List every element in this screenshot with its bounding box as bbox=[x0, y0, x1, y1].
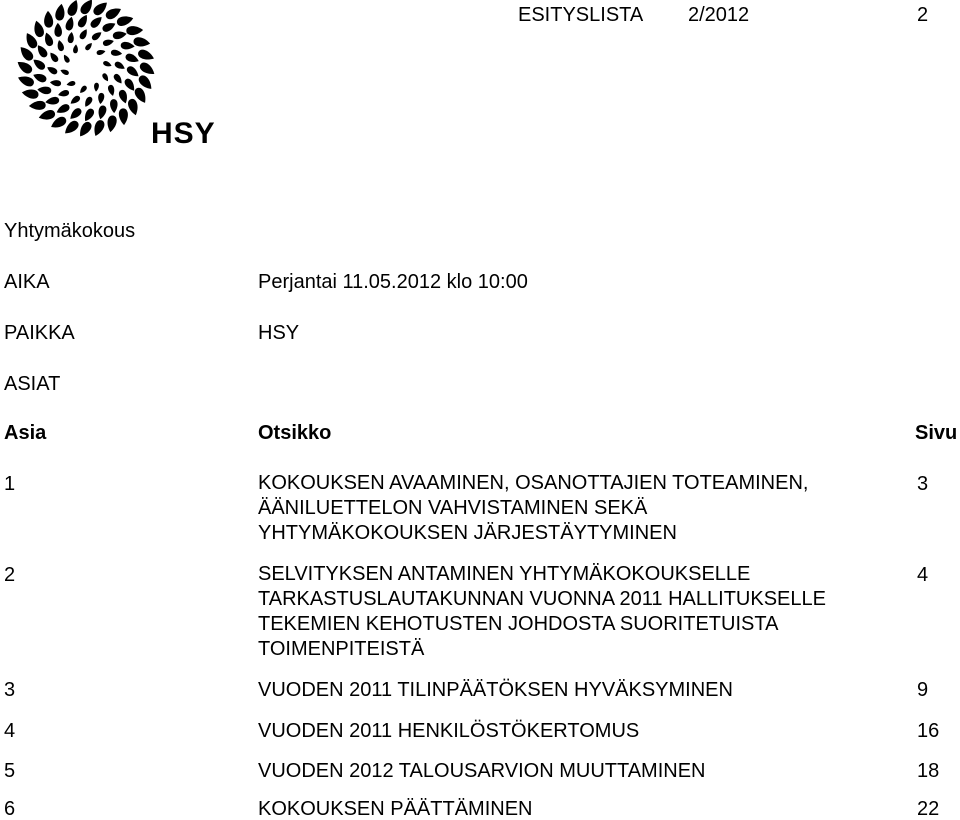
logo-petal bbox=[125, 65, 141, 80]
logo-text: HSY bbox=[151, 117, 216, 150]
agenda-item-page: 22 bbox=[917, 798, 940, 820]
agenda-item-title-line: YHTYMÄKOKOUKSEN JÄRJESTÄYTYMINEN bbox=[258, 522, 677, 544]
logo-petal bbox=[111, 49, 123, 56]
logo-petal bbox=[46, 65, 59, 76]
time-label: AIKA bbox=[4, 271, 50, 293]
logo-petal bbox=[54, 3, 66, 21]
logo-petal bbox=[66, 0, 81, 17]
logo-petal bbox=[102, 38, 114, 47]
logo-petal bbox=[45, 96, 60, 106]
logo-petal bbox=[56, 39, 65, 51]
agenda-item-page: 3 bbox=[917, 473, 929, 495]
logo-petal bbox=[54, 23, 62, 37]
agenda-item-number: 5 bbox=[4, 760, 16, 782]
logo-petal bbox=[96, 49, 106, 56]
logo-petal bbox=[107, 84, 116, 96]
logo-petal bbox=[112, 73, 124, 86]
agenda-item-number: 3 bbox=[4, 679, 16, 701]
logo-petal bbox=[118, 89, 130, 105]
logo-petal bbox=[43, 11, 53, 28]
column-header-page: Sivu bbox=[915, 422, 958, 444]
logo-petal bbox=[69, 94, 82, 106]
agenda-item-page: 18 bbox=[917, 760, 940, 782]
logo-petal bbox=[32, 20, 45, 39]
agenda-item-title: VUODEN 2012 TALOUSARVION MUUTTAMINEN bbox=[258, 760, 706, 782]
logo-petal bbox=[29, 100, 46, 110]
logo-petal bbox=[43, 31, 55, 47]
logo-petal bbox=[73, 44, 79, 53]
agenda-item-title: KOKOUKSEN PÄÄTTÄMINEN bbox=[258, 798, 533, 820]
agenda-item-page: 9 bbox=[917, 679, 929, 701]
logo-petal bbox=[67, 32, 74, 44]
logo-petal bbox=[83, 96, 94, 109]
logo-petal bbox=[31, 57, 47, 72]
logo-petal bbox=[124, 52, 140, 64]
logo-petal bbox=[120, 41, 135, 50]
logo-petal bbox=[137, 48, 156, 63]
agenda-item-title-line: TOIMENPITEISTÄ bbox=[258, 638, 425, 660]
logo-petal bbox=[48, 51, 60, 64]
logo-petal bbox=[101, 72, 110, 82]
agenda-item-number: 2 bbox=[4, 564, 16, 586]
logo-petal bbox=[55, 103, 71, 116]
logo-petal bbox=[106, 115, 118, 133]
logo-petal bbox=[76, 13, 90, 29]
logo-petal bbox=[76, 120, 93, 139]
logo-petal bbox=[118, 108, 128, 125]
logo-petal bbox=[82, 107, 96, 123]
logo-petal bbox=[138, 61, 157, 78]
logo-petal bbox=[16, 73, 35, 88]
logo-petal bbox=[15, 58, 34, 75]
logo-petal bbox=[78, 28, 89, 41]
agenda-item-page: 16 bbox=[917, 720, 940, 742]
logo-petal bbox=[37, 86, 52, 95]
place-value: HSY bbox=[258, 322, 300, 344]
logo-petal bbox=[21, 88, 39, 100]
logo-petal bbox=[68, 107, 83, 122]
column-header-number: Asia bbox=[4, 422, 47, 444]
logo-petal bbox=[84, 41, 94, 51]
agenda-item-page: 4 bbox=[917, 564, 929, 586]
logo-petal bbox=[79, 0, 96, 16]
logo-petal bbox=[126, 25, 143, 35]
logo-petal bbox=[116, 14, 135, 27]
logo-petal bbox=[32, 71, 48, 83]
logo-petal bbox=[66, 80, 76, 87]
logo-petal bbox=[97, 105, 108, 120]
place-label: PAIKKA bbox=[4, 322, 75, 344]
logo-petal bbox=[133, 36, 151, 48]
agenda-item-title-line: TARKASTUSLAUTAKUNNAN VUONNA 2011 HALLITUKSELLE bbox=[258, 588, 826, 610]
logo-petal bbox=[112, 30, 127, 40]
logo-petal bbox=[38, 109, 57, 122]
logo-petal bbox=[110, 99, 118, 113]
agenda-item-title bbox=[258, 562, 826, 662]
agenda-item-number: 1 bbox=[4, 473, 16, 495]
agenda-item-title-line: ÄÄNILUETTELON VAHVISTAMINEN SEKÄ bbox=[258, 497, 648, 519]
document-type: ESITYSLISTA bbox=[518, 4, 644, 26]
agenda-item-title: VUODEN 2011 HENKILÖSTÖKERTOMUS bbox=[258, 720, 640, 742]
logo-petal bbox=[97, 93, 104, 105]
time-value: Perjantai 11.05.2012 klo 10:00 bbox=[258, 271, 528, 293]
column-header-title: Otsikko bbox=[258, 422, 332, 444]
page-number: 2 bbox=[917, 4, 929, 26]
agenda-item-title bbox=[258, 471, 808, 546]
logo-petal bbox=[62, 53, 71, 63]
logo-petal bbox=[65, 16, 76, 31]
logo-petal bbox=[102, 60, 112, 68]
agenda-item-title: VUODEN 2011 TILINPÄÄTÖKSEN HYVÄKSYMINEN bbox=[258, 679, 733, 701]
logo-petal bbox=[127, 98, 140, 117]
document-number: 2/2012 bbox=[688, 4, 750, 26]
agenda-item-title-line: TEKEMIEN KEHOTUSTEN JOHDOSTA SUORITETUISTA bbox=[258, 613, 779, 635]
agenda-item-number: 6 bbox=[4, 798, 16, 820]
items-label: ASIAT bbox=[4, 373, 61, 395]
logo-petal bbox=[89, 14, 104, 29]
logo-petal bbox=[50, 79, 62, 86]
logo-petal bbox=[114, 60, 127, 71]
logo-petal bbox=[57, 89, 69, 98]
agenda-item-number: 4 bbox=[4, 720, 16, 742]
logo-petal bbox=[91, 30, 104, 42]
logo-petal bbox=[60, 68, 70, 76]
logo-petal bbox=[91, 119, 106, 138]
agenda-item-title-line: SELVITYKSEN ANTAMINEN YHTYMÄKOKOUKSELLE bbox=[258, 563, 751, 585]
logo-petal bbox=[101, 20, 117, 33]
hsy-logo bbox=[0, 0, 230, 160]
logo-petal bbox=[78, 85, 88, 95]
meeting-title: Yhtymäkokous bbox=[4, 220, 136, 242]
logo-swirl-icon bbox=[15, 0, 157, 139]
logo-petal bbox=[94, 82, 100, 91]
agenda-item-title-line: KOKOUKSEN AVAAMINEN, OSANOTTAJIEN TOTEAMINEN, bbox=[258, 472, 809, 494]
